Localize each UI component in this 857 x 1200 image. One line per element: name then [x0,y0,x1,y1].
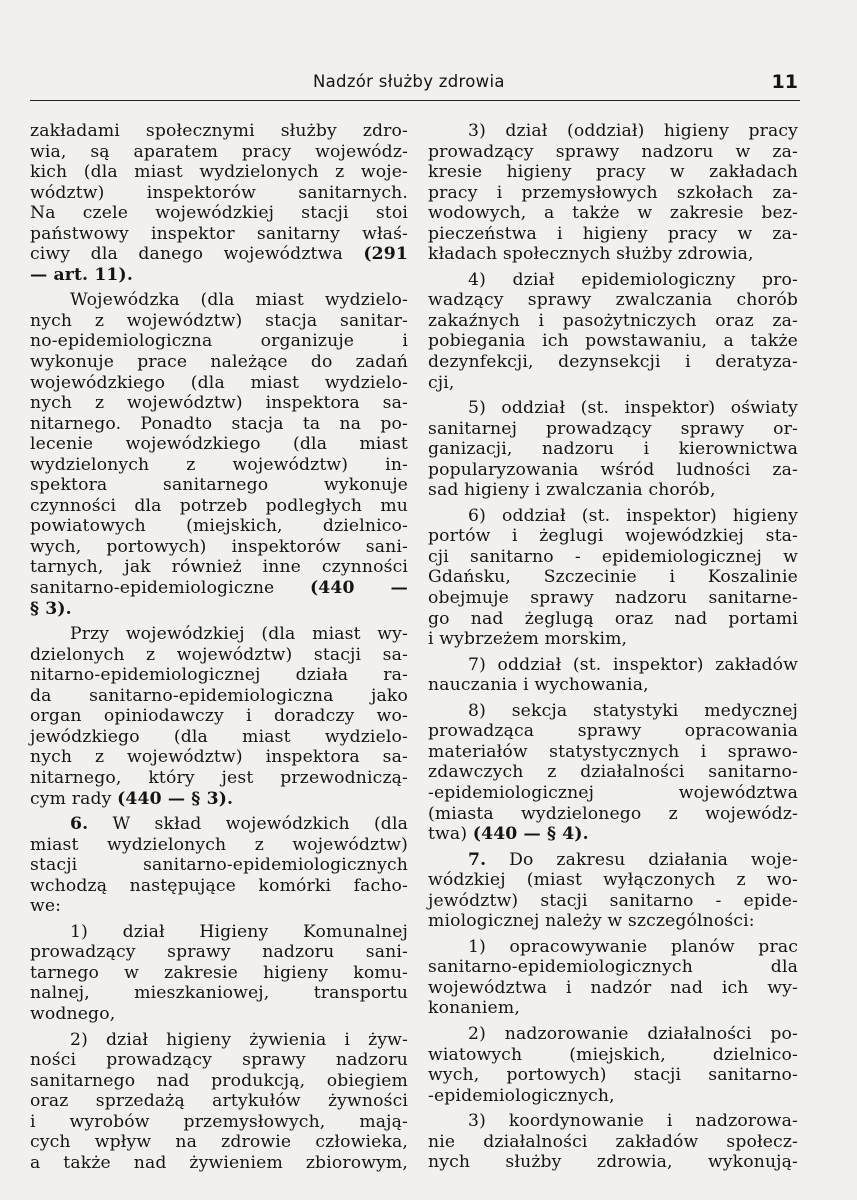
text-line: nych służby zdrowia, wykonują- [428,1152,798,1173]
left-column [30,121,408,1173]
text-line: kresie higieny pracy w zakładach [428,162,798,183]
page-number: 11 [771,71,798,93]
text-line: obejmuje sprawy nadzoru sanitarne- [428,588,798,609]
text-line: no-epidemiologiczna organizuje i [30,331,408,352]
text-line: 5) oddział (st. inspektor) oświaty [468,398,798,419]
text-line: ciwy dla danego województwa (291 [30,244,408,265]
text-line: — art. 11). [30,264,133,285]
text-line: oraz sprzedażą artykułów żywności [30,1091,408,1112]
text-line: prowadzący sprawy nadzoru sani- [30,942,408,963]
text-line: sad higieny i zwalczania chorób, [428,480,716,501]
text-line: 1) dział Higieny Komunalnej [70,921,408,942]
text-line: konaniem, [428,998,520,1019]
text-line: województwa i nadzór nad ich wy- [428,977,798,998]
text-line: tarnego w zakresie higieny komu- [30,962,408,983]
text-line: wadzący sprawy zwalczania chorób [428,290,798,311]
text-line: wiatowych (miejskich, dzielnico- [428,1044,798,1065]
text-line: pieczeństwa i higieny pracy w za- [428,223,798,244]
text-line: wydzielonych z województw) in- [30,454,408,475]
text-line: 8) sekcja statystyki medycznej [468,700,798,721]
text-line: wia, są aparatem pracy wojewódz- [30,141,408,162]
text-line: -epidemiologicznej województwa [428,782,798,803]
text-line: Na czele wojewódzkiej stacji stoi [30,203,408,224]
text-line: miast wydzielonych z województw) [30,834,408,855]
text-line: wodnego, [30,1003,116,1024]
text-line: sanitarnego nad produkcją, obiegiem [30,1070,408,1091]
text-line: popularyzowania wśród ludności za- [428,459,798,480]
text-line: prowadząca sprawy opracowania [428,721,798,742]
text-line: materiałów statystycznych i sprawo- [428,741,798,762]
text-line: i wyrobów przemysłowych, mają- [30,1111,408,1132]
text-line: 4) dział epidemiologiczny pro- [468,269,798,290]
text-line: nych z województw) stacja sanitar- [30,310,408,331]
text-line: 6) oddział (st. inspektor) higieny [468,505,798,526]
text-line: jewództw) stacji sanitarno - epide- [428,890,798,911]
text-line: tarnych, jak również inne czynności [30,557,408,578]
text-line: nitarnego. Ponadto stacja ta na po- [30,413,408,434]
text-line: czynności dla potrzeb podległych mu [30,495,408,516]
text-line: lecenie wojewódzkiego (dla miast [30,434,408,455]
text-line: pobiegania ich powstawaniu, a także [428,331,798,352]
text-line: Gdańsku, Szczecinie i Koszalinie [428,567,798,588]
running-head: Nadzór służby zdrowia [313,72,505,91]
text-line: i wybrzeżem morskim, [428,629,628,650]
text-line: 1) opracowywanie planów prac [468,936,798,957]
text-line: sanitarno-epidemiologicznych dla [428,957,798,978]
text-line: dzielonych z województw) stacji sa- [30,644,408,665]
text-line: pracy i przemysłowych szkołach za- [428,182,798,203]
text-line: wódzkiej (miast wyłączonych z wo- [428,870,798,891]
text-line: powiatowych (miejskich, dzielnico- [30,516,408,537]
text-line: (miasta wydzielonego z wojewódz- [428,803,798,824]
page-header [30,70,800,101]
text-line: § 3). [30,598,72,619]
text-line: dezynfekcji, dezynsekcji i deratyza- [428,352,798,373]
text-line: nalnej, mieszkaniowej, transportu [30,983,408,1004]
right-column [428,121,798,1173]
text-line: ganizacji, nadzoru i kierownictwa [428,439,798,460]
text-line: zakładami społecznymi służby zdro- [30,121,408,141]
text-line: 3) koordynowanie i nadzorowa- [468,1111,798,1132]
text-line: -epidemiologicznych, [428,1085,615,1106]
text-line: Przy wojewódzkiej (dla miast wy- [70,624,408,645]
text-line: nie działalności zakładów społecz- [428,1131,798,1152]
text-line: kich (dla miast wydzielonych z woje- [30,162,408,183]
text-line: wództw) inspektorów sanitarnych. [30,182,408,203]
text-line: zdawczych z działalności sanitarno- [428,762,798,783]
text-line: stacji sanitarno-epidemiologicznych [30,855,408,876]
text-line: nitarnego, który jest przewodniczą- [30,767,408,788]
text-line: prowadzący sprawy nadzoru w za- [428,141,798,162]
text-line: we: [30,896,62,917]
text-line: zakaźnych i pasożytniczych oraz za- [428,310,798,331]
text-line: wykonuje prace należące do zadań [30,352,408,373]
text-line: wchodzą następujące komórki facho- [30,875,408,896]
text-line: 2) dział higieny żywienia i żyw- [70,1029,408,1050]
text-line: 6. W skład wojewódzkich (dla [70,814,408,835]
text-line: a także nad żywieniem zbiorowym, [30,1152,408,1173]
text-line: miologicznej należy w szczególności: [428,911,755,932]
text-line: wojewódzkiego (dla miast wydzielo- [30,372,408,393]
text-line: spektora sanitarnego wykonuje [30,475,408,496]
text-line: sanitarnej prowadzący sprawy or- [428,418,798,439]
text-line: portów i żeglugi wojewódzkiej sta- [428,526,798,547]
text-line: sanitarno-epidemiologiczne (440 — [30,578,408,599]
text-line: Wojewódzka (dla miast wydzielo- [70,290,408,311]
text-line: kładach społecznych służby zdrowia, [428,244,754,265]
text-line: cych wpływ na zdrowie człowieka, [30,1132,408,1153]
text-line: ności prowadzący sprawy nadzoru [30,1050,408,1071]
text-line: wodowych, a także w zakresie bez- [428,203,798,224]
text-line: wych, portowych) stacji sanitarno- [428,1065,798,1086]
text-line: nych z województw) inspektora sa- [30,393,408,414]
text-line: nitarno-epidemiologicznej działa ra- [30,665,408,686]
text-line: nauczania i wychowania, [428,675,649,696]
text-line: twa) (440 — § 4). [428,824,589,845]
text-line: cji, [428,372,455,393]
text-line: da sanitarno-epidemiologiczna jako [30,685,408,706]
text-line: go nad żeglugą oraz nad portami [428,608,798,629]
text-line: 7) oddział (st. inspektor) zakładów [468,654,798,675]
text-line: 3) dział (oddział) higieny pracy [468,121,798,141]
text-line: 7. Do zakresu działania woje- [468,849,798,870]
text-line: cym rady (440 — § 3). [30,788,234,809]
text-line: państwowy inspektor sanitarny właś- [30,223,408,244]
text-line: organ opiniodawczy i doradczy wo- [30,706,408,727]
text-line: cji sanitarno - epidemiologicznej w [428,546,798,567]
text-line: jewódzkiego (dla miast wydzielo- [30,726,408,747]
text-line: 2) nadzorowanie działalności po- [468,1023,798,1044]
text-line: nych z województw) inspektora sa- [30,747,408,768]
text-line: wych, portowych) inspektorów sani- [30,536,408,557]
